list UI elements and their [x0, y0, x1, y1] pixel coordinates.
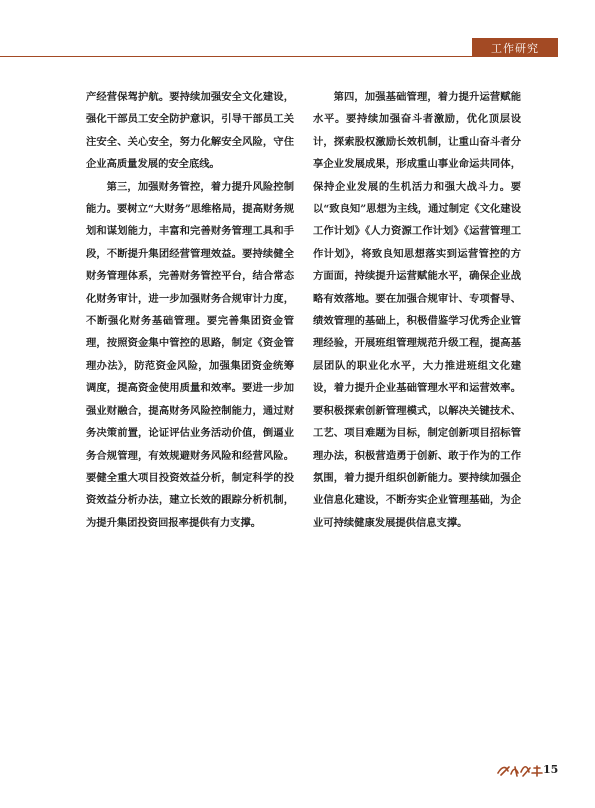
page-number: 15 [543, 763, 559, 776]
section-label: 工作研究 [472, 38, 558, 57]
right-paragraph-1: 第四，加强基础管理，着力提升运营赋能水平。要持续加强奋斗者激励，优化顶层设计，探索股权激励长效机制，让重山奋斗者分享企业发展成果，形成重山事业命运共同体，保持企业发展的生机活力和强大战斗力。要以“致良知”思想为主线，通过制定《文化建设工作计划》《人力资源工作计划》《运营管理工作计划》，将致良知思想落实到运营管控的方方面面，持续提升运营赋能水平，确保企业战略有效落地。要在加强合规审计、专项督导、绩效管理的基础上，积极借鉴学习优秀企业管理经验，开展班组管理规范升级工程，提高基层团队的职业化水平，大力推进班组文化建设，着力提升企业基础管理水平和运营效率。要积极探索创新管理模式，以解决关键技术、工艺、项目难题为目标，制定创新项目招标管理办法，积极营造勇于创新、敢于作为的工作氛围，着力提升组织创新能力。要持续加强企业信息化建设，不断夯实企业管理基础，为企业可持续健康发展提供信息支撑。 [313, 91, 521, 529]
left-paragraph-1: 产经营保驾护航。要持续加强安全文化建设，强化干部员工安全防护意识，引导干部员工关注安全、关心安全，努力化解安全风险，守住企业高质量发展的安全底线。 [86, 91, 294, 171]
right-column [313, 86, 521, 534]
left-column [86, 86, 294, 534]
magazine-logo [496, 762, 544, 778]
left-paragraph-2: 第三，加强财务管控，着力提升风险控制能力。要树立“大财务”思维格局，提高财务规划和谋划能力，丰富和完善财务管理工具和手段，不断提升集团经营管理效益。要持续健全财务管理体系，完善财务管控平台，结合常态化财务审计，进一步加强财务合规审计力度，不断强化财务基础管理。要完善集团资金管理，按照资金集中管控的思路，制定《资金管理办法》，防范资金风险，加强集团资金统筹调度，提高资金使用质量和效率。要进一步加强业财融合，提高财务风险控制能力，通过财务决策前置，论证评估业务活动价值，倒逼业务合规管理，有效规避财务风险和经营风险。要健全重大项目投资效益分析，制定科学的投资效益分析办法，建立长效的跟踪分析机制，为提升集团投资回报率提供有力支撑。 [86, 180, 294, 529]
